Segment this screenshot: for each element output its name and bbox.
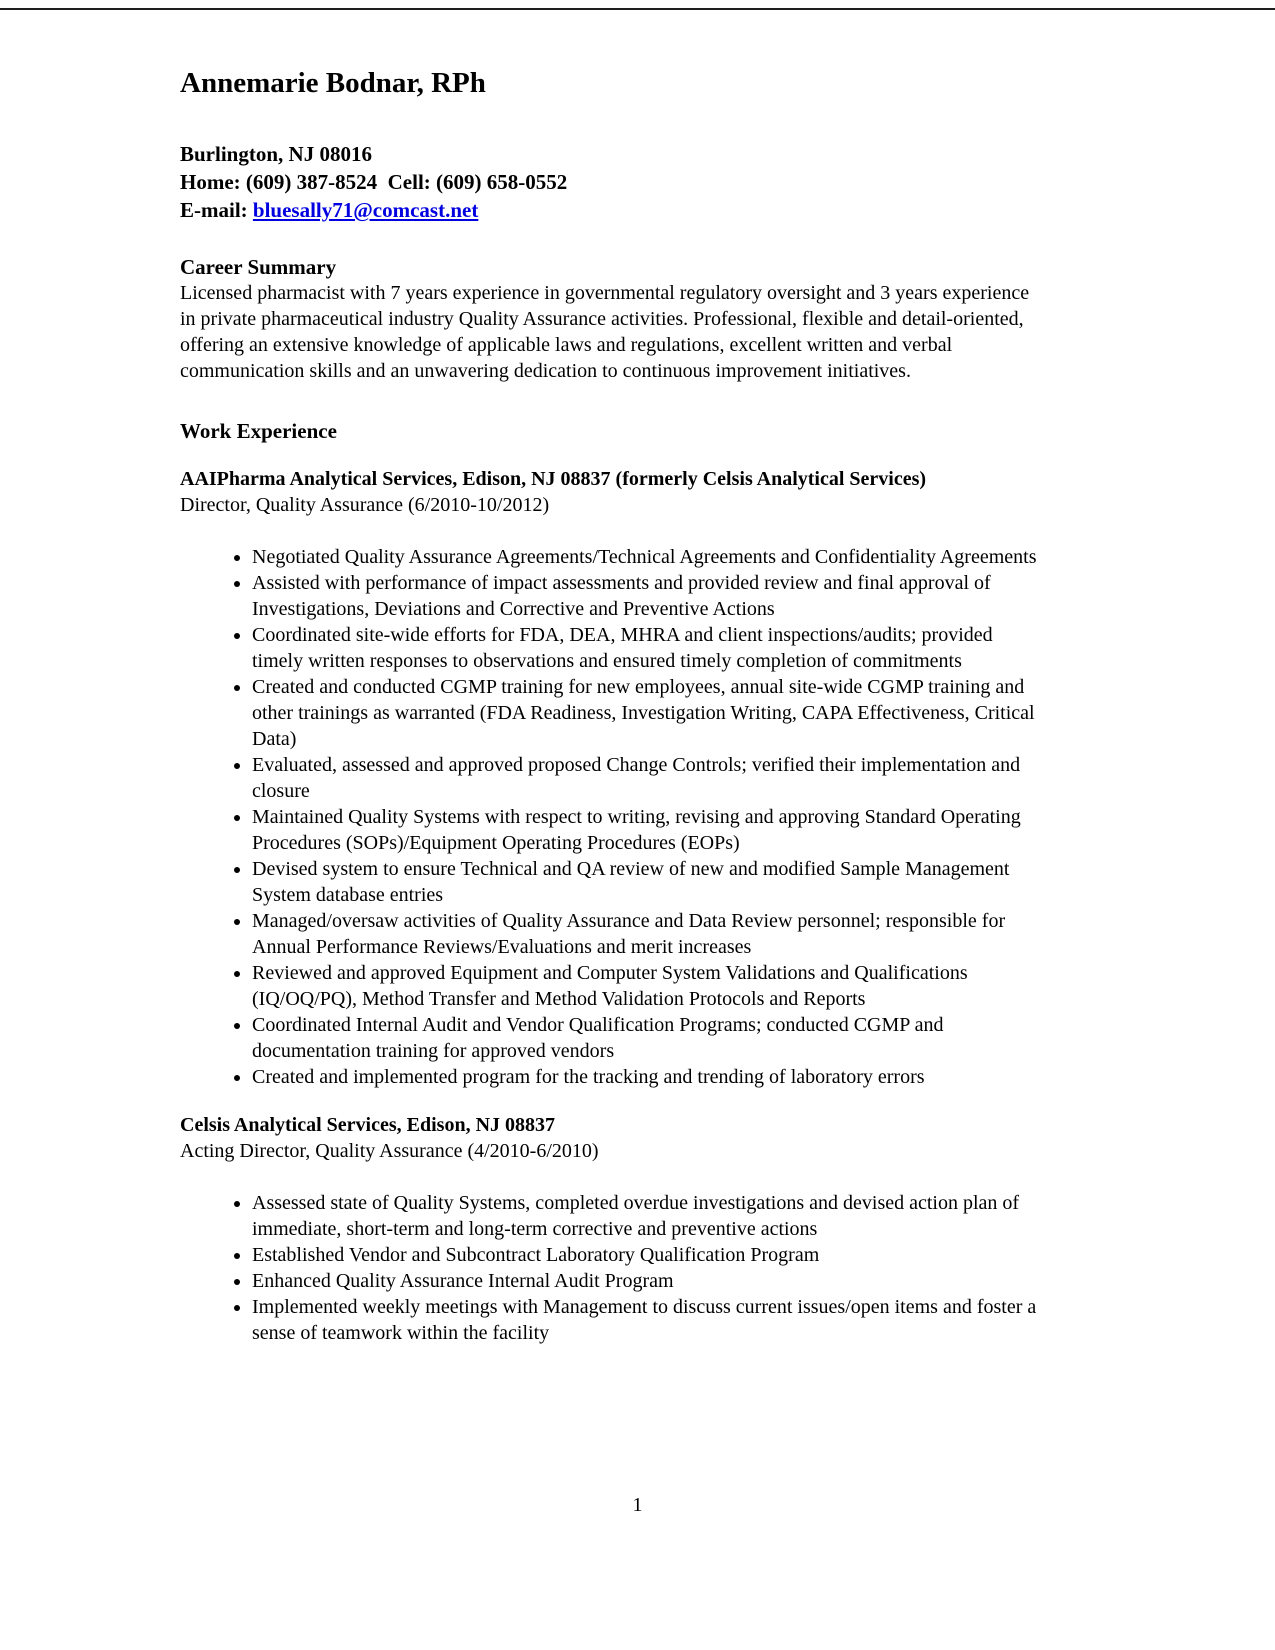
- bullet-item: • Created and conducted CGMP training for new employees, annual site-wide CGMP training and other trainings as warranted (FDA Readiness, Investigation Writing, CAPA Effectiveness, Critical Data): [252, 674, 1037, 752]
- contact-phones: Home: (609) 387-8524 Cell: (609) 658-0552: [180, 170, 568, 194]
- bullet-item: • Devised system to ensure Technical and QA review of new and modified Sample Management System database entries: [252, 856, 1037, 908]
- contact-address: Burlington, NJ 08016: [180, 142, 372, 166]
- email-label: E-mail:: [180, 198, 253, 222]
- bullet-item: • Managed/oversaw activities of Quality Assurance and Data Review personnel; responsible for Annual Performance Reviews/Evaluations and merit increases: [252, 908, 1037, 960]
- bullet-item: • Enhanced Quality Assurance Internal Audit Program: [252, 1268, 1037, 1294]
- bullet-item: • Maintained Quality Systems with respect to writing, revising and approving Standard Operating Procedures (SOPs)/Equipment Operating Procedures (EOPs): [252, 804, 1037, 856]
- job-bullet-list: [180, 544, 1037, 1090]
- job-entry-celsis: [180, 1112, 1037, 1346]
- bullet-item: • Assisted with performance of impact assessments and provided review and final approval of Investigations, Deviations and Corrective and Preventive Actions: [252, 570, 1037, 622]
- bullet-item: • Coordinated Internal Audit and Vendor Qualification Programs; conducted CGMP and documentation training for approved vendors: [252, 1012, 1037, 1064]
- job-company: Celsis Analytical Services, Edison, NJ 08837: [180, 1114, 556, 1136]
- career-summary-heading: Career Summary: [180, 255, 337, 279]
- bullet-item: • Coordinated site-wide efforts for FDA, DEA, MHRA and client inspections/audits; provided timely written responses to observations and ensured timely completion of commitments: [252, 622, 1037, 674]
- job-company: AAIPharma Analytical Services, Edison, NJ 08837 (formerly Celsis Analytical Services): [180, 468, 927, 490]
- contact-block: [180, 140, 1037, 224]
- bullet-item: • Assessed state of Quality Systems, completed overdue investigations and devised action plan of immediate, short-term and long-term corrective and preventive actions: [252, 1190, 1037, 1242]
- bullet-item: • Reviewed and approved Equipment and Computer System Validations and Qualifications (IQ/OQ/PQ), Method Transfer and Method Validation Protocols and Reports: [252, 960, 1037, 1012]
- email-link[interactable]: bluesally71@comcast.net: [252, 198, 479, 222]
- work-experience-heading: Work Experience: [180, 419, 337, 443]
- page-number: 1: [632, 1494, 643, 1516]
- career-summary-text: Licensed pharmacist with 7 years experience in governmental regulatory oversight and 3 years experience in private pharmaceutical industry Quality Assurance activities. Professional, flexible and detail-oriented, offering an extensive knowledge of applicable laws and regulations, excellent written and verbal communication skills and an unwavering dedication to continuous improvement initiatives.: [180, 282, 1030, 382]
- job-entry-aaipharma: [180, 466, 1037, 1090]
- top-border-line: [0, 8, 1275, 10]
- bullet-item: • Created and implemented program for the tracking and trending of laboratory errors: [252, 1064, 1037, 1090]
- bullet-item: • Evaluated, assessed and approved proposed Change Controls; verified their implementation and closure: [252, 752, 1037, 804]
- bullet-item: • Established Vendor and Subcontract Laboratory Qualification Program: [252, 1242, 1037, 1268]
- bullet-item: • Negotiated Quality Assurance Agreements/Technical Agreements and Confidentiality Agreements: [252, 544, 1037, 570]
- bullet-item: • Implemented weekly meetings with Management to discuss current issues/open items and foster a sense of teamwork within the facility: [252, 1294, 1037, 1346]
- job-role: Director, Quality Assurance (6/2010-10/2012): [180, 494, 550, 516]
- page-title: Annemarie Bodnar, RPh: [180, 67, 486, 99]
- job-bullet-list: [180, 1190, 1037, 1346]
- job-role: Acting Director, Quality Assurance (4/2010-6/2010): [180, 1140, 599, 1162]
- contact-email-line: [180, 196, 1037, 224]
